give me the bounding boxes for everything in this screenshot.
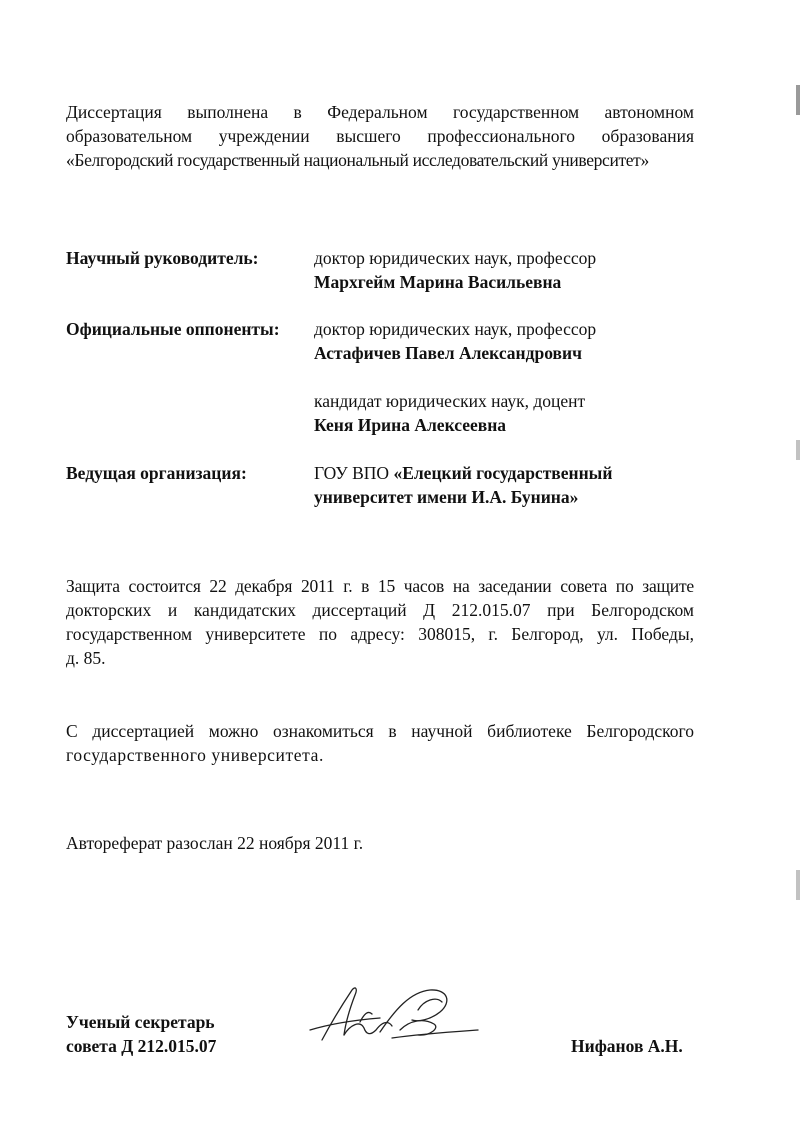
scan-edge-mark xyxy=(796,440,800,460)
intro-line: Диссертация выполнена в Федеральном государственном автономном xyxy=(66,102,694,122)
defense-line: государственном университете по адресу: 308015, г. Белгород, ул. Победы, xyxy=(66,624,694,644)
lead-org-line-1 xyxy=(314,461,612,485)
opponent-degree: доктор юридических наук, профессор xyxy=(314,319,597,339)
opponent-1 xyxy=(314,317,596,365)
library-paragraph xyxy=(66,719,694,767)
opponent-2 xyxy=(314,389,585,437)
lead-org-value xyxy=(314,461,612,509)
intro-line: «Белгородский государственный национальный исследовательский университет» xyxy=(66,150,649,170)
lead-org-name-part-2: университет имени И.А. Бунина» xyxy=(314,487,579,507)
library-line: С диссертацией можно ознакомиться в научной библиотеке Белгородского xyxy=(66,721,694,741)
opponent-name: Астафичев Павел Александрович xyxy=(314,343,582,363)
opponents-label: Официальные оппоненты: xyxy=(66,319,280,339)
intro-paragraph xyxy=(66,100,694,172)
supervisor-label: Научный руководитель: xyxy=(66,248,259,268)
defense-line: д. 85. xyxy=(66,648,106,668)
handwritten-signature xyxy=(300,980,490,1050)
opponent-name: Кеня Ирина Алексеевна xyxy=(314,415,507,435)
defense-paragraph xyxy=(66,574,694,670)
secretary-name: Нифанов А.Н. xyxy=(571,1036,683,1056)
secretary-title-line-2: совета Д 212.015.07 xyxy=(66,1036,217,1056)
scan-edge-mark xyxy=(796,85,800,115)
supervisor-value xyxy=(314,246,596,294)
defense-line: докторских и кандидатских диссертаций Д 212.015.07 при Белгородском xyxy=(66,600,694,620)
sent-date: Автореферат разослан 22 ноября 2011 г. xyxy=(66,833,364,853)
scan-edge-mark xyxy=(796,870,800,900)
opponent-degree: кандидат юридических наук, доцент xyxy=(314,391,586,411)
lead-org-label: Ведущая организация: xyxy=(66,463,247,483)
defense-line: Защита состоится 22 декабря 2011 г. в 15 часов на заседании совета по защите xyxy=(66,576,694,596)
library-line: государственного университета. xyxy=(66,745,324,765)
intro-line: образовательном учреждении высшего профессионального образования xyxy=(66,126,694,146)
lead-org-prefix: ГОУ ВПО xyxy=(314,463,394,483)
lead-org-name-part-1: «Елецкий государственный xyxy=(393,463,613,483)
supervisor-name: Мархгейм Марина Васильевна xyxy=(314,272,562,292)
supervisor-degree: доктор юридических наук, профессор xyxy=(314,248,597,268)
secretary-title-line-1: Ученый секретарь xyxy=(66,1012,215,1032)
secretary-title xyxy=(66,1010,216,1058)
